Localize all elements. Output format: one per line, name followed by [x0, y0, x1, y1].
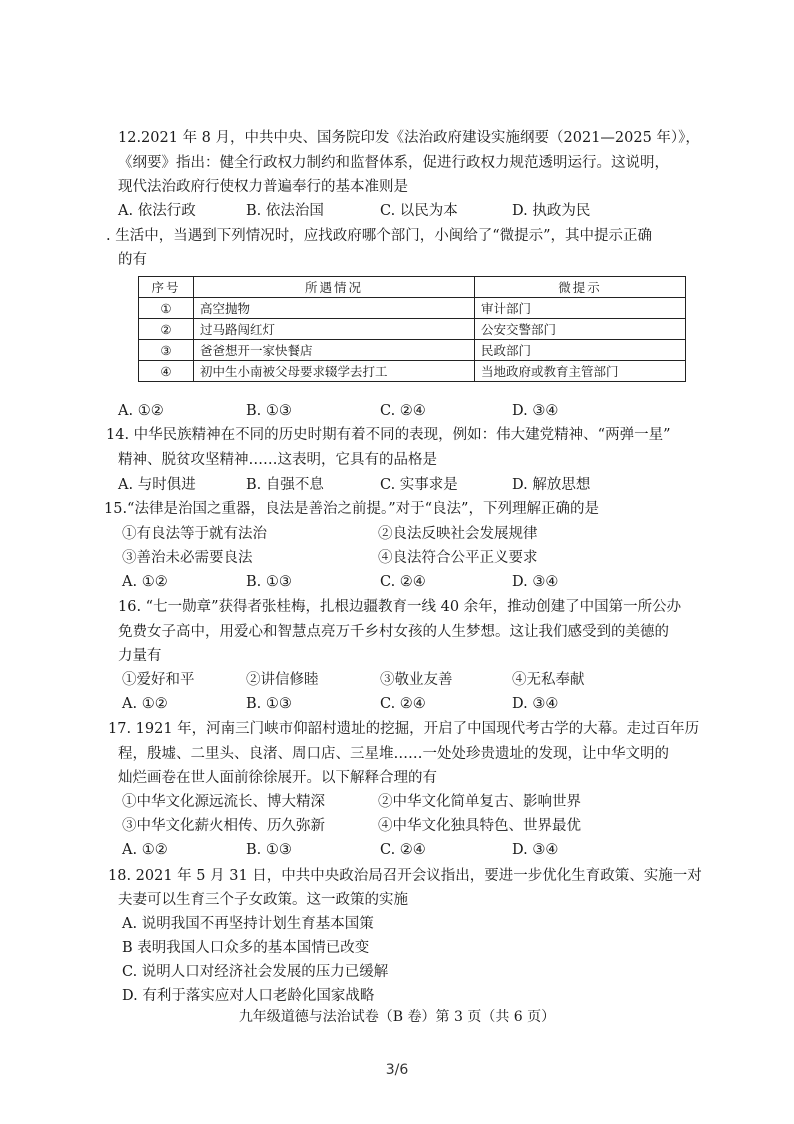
q12-option-c: C. 以民为本 — [380, 203, 458, 219]
page-footer: 九年级道德与法治试卷（B 卷）第 3 页（共 6 页） — [238, 1009, 556, 1025]
table-row — [139, 319, 686, 340]
q15-option-a: A. ①② — [122, 574, 168, 590]
table-cell: ③ — [139, 340, 194, 361]
q12-line-2: 《纲要》指出：健全行政权力制约和监督体系，促进行政权力规范透明运行。这说明， — [118, 155, 669, 171]
table-cell: ② — [139, 319, 194, 340]
q18-choice-a: A. 说明我国不再坚持计划生育基本国策 — [122, 916, 374, 932]
q15-line-1: 15.“法律是治国之重器，良法是善治之前提。”对于“良法”，下列理解正确的是 — [104, 501, 599, 517]
q16-line-3: 力量有 — [118, 648, 162, 664]
q13-line-1: . 生活中，当遇到下列情况时，应找政府哪个部门，小闽给了“微提示”，其中提示正确 — [106, 228, 653, 244]
q18-choice-b: B 表明我国人口众多的基本国情已改变 — [122, 940, 370, 956]
q15-item-3: ③善治未必需要良法 — [122, 550, 253, 566]
table-header-row — [139, 277, 686, 298]
q17-line-1: 17. 1921 年，河南三门峡市仰韶村遗址的挖掘，开启了中国现代考古学的大幕。走过百年历 — [108, 721, 700, 737]
table-header: 微提示 — [475, 277, 686, 298]
table-cell: ④ — [139, 361, 194, 382]
q13-option-b: B. ①③ — [246, 403, 292, 419]
table-cell: 当地政府或教育主管部门 — [475, 361, 686, 382]
table-cell: 公安交警部门 — [475, 319, 686, 340]
q15-item-2: ②良法反映社会发展规律 — [378, 526, 538, 542]
q14-option-a: A. 与时俱进 — [118, 477, 196, 493]
q15-option-b: B. ①③ — [246, 574, 292, 590]
q16-line-1: 16. “七一勋章”获得者张桂梅，扎根边疆教育一线 40 余年，推动创建了中国第一所公办 — [118, 599, 682, 615]
q13-option-d: D. ③④ — [512, 403, 559, 419]
table-cell: ① — [139, 298, 194, 319]
q12-option-b: B. 依法治国 — [246, 203, 324, 219]
q17-line-2: 程，殷墟、二里头、良渚、周口店、三星堆……一处处珍贵遗址的发现，让中华文明的 — [118, 746, 669, 762]
q12-line-1: 12.2021 年 8 月，中共中央、国务院印发《法治政府建设实施纲要（2021—2025 年）》， — [118, 130, 700, 146]
q17-item-2: ②中华文化简单复古、影响世界 — [378, 794, 581, 810]
table-cell: 初中生小南被父母要求辍学去打工 — [194, 361, 475, 382]
q16-option-d: D. ③④ — [512, 696, 559, 712]
q13-line-2: 的有 — [118, 252, 147, 268]
q16-item-1: ①爱好和平 — [122, 672, 195, 688]
table-cell: 民政部门 — [475, 340, 686, 361]
q16-line-2: 免费女子高中，用爱心和智慧点亮万千乡村女孩的人生梦想。这让我们感受到的美德的 — [118, 624, 669, 640]
q18-choice-c: C. 说明人口对经济社会发展的压力已缓解 — [122, 964, 389, 980]
q15-option-c: C. ②④ — [380, 574, 426, 590]
table-cell: 爸爸想开一家快餐店 — [194, 340, 475, 361]
q15-item-4: ④良法符合公平正义要求 — [378, 550, 538, 566]
q14-line-2: 精神、脱贫攻坚精神……这表明，它具有的品格是 — [118, 452, 437, 468]
q16-item-2: ②讲信修睦 — [246, 672, 319, 688]
q16-option-a: A. ①② — [122, 696, 168, 712]
q16-item-3: ③敬业友善 — [380, 672, 453, 688]
q17-item-4: ④中华文化独具特色、世界最优 — [378, 818, 581, 834]
table-header: 序号 — [139, 277, 194, 298]
table-cell: 过马路闯红灯 — [194, 319, 475, 340]
q12-line-3: 现代法治政府行使权力普遍奉行的基本准则是 — [118, 179, 408, 195]
q14-option-d: D. 解放思想 — [512, 477, 591, 493]
q17-item-3: ③中华文化薪火相传、历久弥新 — [122, 818, 325, 834]
q18-line-1: 18. 2021 年 5 月 31 日，中共中央政治局召开会议指出，要进一步优化生育政策、实施一对 — [108, 868, 702, 884]
q16-option-b: B. ①③ — [246, 696, 292, 712]
table-row — [139, 340, 686, 361]
q17-item-1: ①中华文化源远流长、博大精深 — [122, 794, 325, 810]
q13-option-a: A. ①② — [118, 403, 164, 419]
q14-line-1: 14. 中华民族精神在不同的历史时期有着不同的表现，例如：伟大建党精神、“两弹一星” — [106, 427, 671, 443]
q17-line-3: 灿烂画卷在世人面前徐徐展开。以下解释合理的有 — [118, 770, 437, 786]
table-row — [139, 298, 686, 319]
table-cell: 高空抛物 — [194, 298, 475, 319]
q17-option-b: B. ①③ — [246, 842, 292, 858]
table-cell: 审计部门 — [475, 298, 686, 319]
table-row — [139, 361, 686, 382]
q14-option-b: B. 自强不息 — [246, 477, 324, 493]
q16-option-c: C. ②④ — [380, 696, 426, 712]
q18-choice-d: D. 有利于落实应对人口老龄化国家战略 — [122, 988, 375, 1004]
q17-option-c: C. ②④ — [380, 842, 426, 858]
q17-option-a: A. ①② — [122, 842, 168, 858]
q12-option-d: D. 执政为民 — [512, 203, 591, 219]
situation-table — [138, 276, 686, 382]
q17-option-d: D. ③④ — [512, 842, 559, 858]
q15-option-d: D. ③④ — [512, 574, 559, 590]
q14-option-c: C. 实事求是 — [380, 477, 458, 493]
q13-option-c: C. ②④ — [380, 403, 426, 419]
page-indicator: 3/6 — [385, 1062, 409, 1078]
q15-item-1: ①有良法等于就有法治 — [122, 526, 267, 542]
q18-line-2: 夫妻可以生育三个子女政策。这一政策的实施 — [118, 892, 408, 908]
table-header: 所遇情况 — [194, 277, 475, 298]
q16-item-4: ④无私奉献 — [512, 672, 585, 688]
q12-option-a: A. 依法行政 — [118, 203, 196, 219]
